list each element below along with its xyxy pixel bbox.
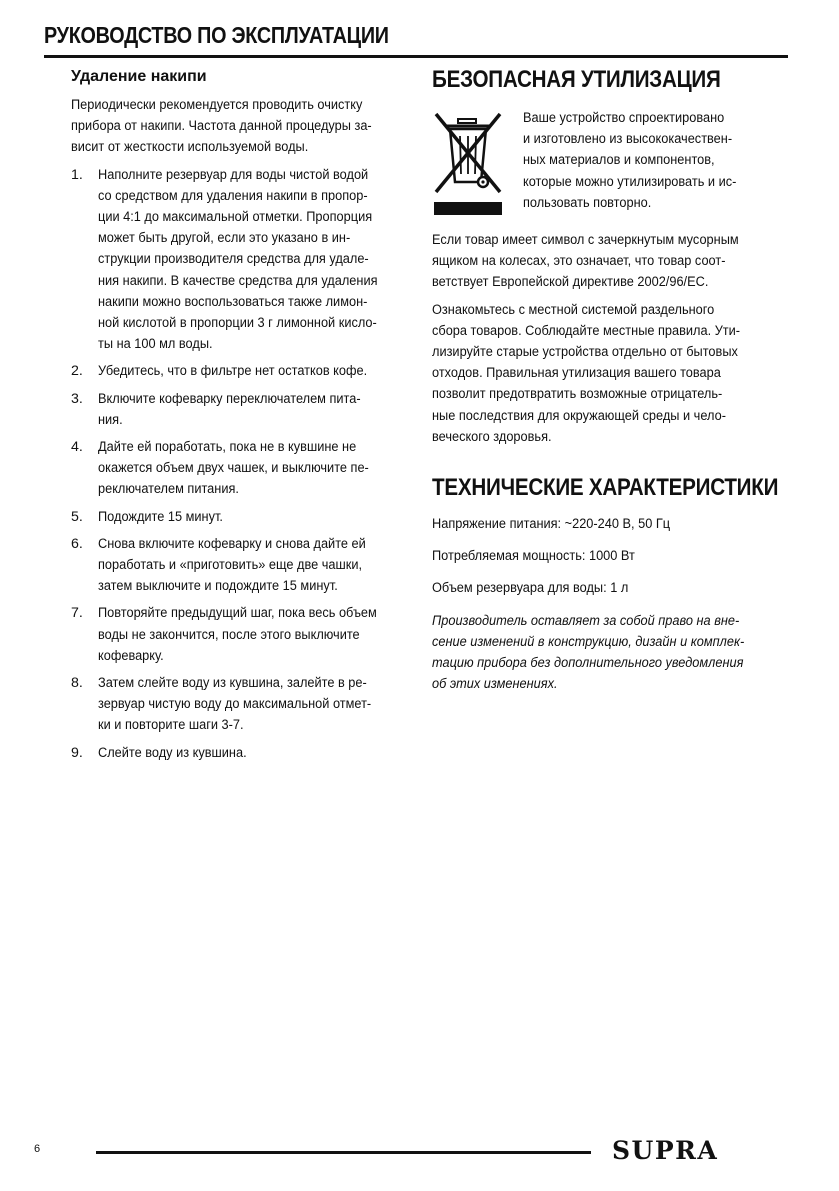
text-line: сбора товаров. Соблюдайте местные правила. Ути- bbox=[432, 322, 741, 339]
header-divider bbox=[44, 55, 788, 58]
page-header-title: РУКОВОДСТВО ПО ЭКСПЛУАТАЦИИ bbox=[44, 22, 389, 48]
disposal-symbol-description bbox=[523, 108, 769, 214]
text-line: окажется объем двух чашек, и выключите пе- bbox=[98, 460, 369, 477]
text-line: висит от жесткости используемой воды. bbox=[71, 139, 309, 156]
list-item-number: 8. bbox=[71, 675, 83, 692]
spec-power: Потребляемая мощность: 1000 Вт bbox=[432, 548, 635, 565]
list-item-number: 3. bbox=[71, 390, 83, 407]
text-line: тацию прибора без дополнительного уведомления bbox=[432, 655, 744, 672]
text-line: ния накипи. В качестве средства для удаления bbox=[98, 272, 378, 289]
text-line: струкции производителя средства для удале- bbox=[98, 251, 369, 268]
list-item-number: 1. bbox=[71, 166, 83, 183]
list-item-number: 7. bbox=[71, 605, 83, 622]
disposal-heading: БЕЗОПАСНАЯ УТИЛИЗАЦИЯ bbox=[432, 66, 721, 93]
text-line: Ознакомьтесь с местной системой раздельного bbox=[432, 301, 715, 318]
text-line: Включите кофеварку переключателем пита- bbox=[98, 390, 361, 407]
list-item bbox=[71, 437, 408, 501]
disposal-symbol-block bbox=[432, 108, 769, 224]
list-item-number: 5. bbox=[71, 508, 83, 525]
list-item-number: 9. bbox=[71, 744, 83, 761]
list-item bbox=[71, 507, 408, 528]
text-line: Подождите 15 минут. bbox=[98, 508, 223, 525]
list-item bbox=[71, 673, 408, 737]
text-line: пользовать повторно. bbox=[523, 194, 652, 211]
list-item bbox=[71, 603, 408, 667]
text-line: Дайте ей поработать, пока не в кувшине не bbox=[98, 439, 357, 456]
text-line: веческого здоровья. bbox=[432, 428, 552, 445]
text-line: Периодически рекомендуется проводить очистку bbox=[71, 97, 363, 113]
text-line: со средством для удаления накипи в пропор- bbox=[98, 187, 368, 204]
disposal-paragraph-directive bbox=[432, 230, 769, 294]
text-line: воды не закончится, после этого выключите bbox=[98, 626, 360, 643]
text-line: прибора от накипи. Частота данной процедуры за- bbox=[71, 118, 372, 135]
text-line: лизируйте старые устройства отдельно от бытовых bbox=[432, 344, 738, 361]
text-line: Снова включите кофеварку и снова дайте ей bbox=[98, 535, 366, 552]
disposal-paragraph-local-rules bbox=[432, 300, 769, 448]
text-line: ветствует Европейской директиве 2002/96/EC. bbox=[432, 274, 709, 291]
descaling-heading: Удаление накипи bbox=[71, 68, 207, 85]
spec-voltage: Напряжение питания: ~220-240 В, 50 Гц bbox=[432, 516, 671, 533]
text-line: сение изменений в конструкцию, дизайн и комплек- bbox=[432, 633, 745, 650]
text-line: Повторяйте предыдущий шаг, пока весь объем bbox=[98, 605, 377, 622]
crossed-out-wheelie-bin-icon bbox=[432, 110, 504, 216]
text-line: ты на 100 мл воды. bbox=[98, 336, 213, 353]
list-item-number: 4. bbox=[71, 439, 83, 456]
specs-heading: ТЕХНИЧЕСКИЕ ХАРАКТЕРИСТИКИ bbox=[432, 474, 779, 502]
spec-reservoir-volume: Объем резервуара для воды: 1 л bbox=[432, 580, 629, 597]
text-line: ной кислотой в пропорции 3 г лимонной кисло- bbox=[98, 315, 377, 332]
list-item bbox=[71, 534, 408, 598]
text-line: Слейте воду из кувшина. bbox=[98, 744, 247, 761]
brand-logo: SUPRA bbox=[612, 1136, 719, 1165]
text-line: кофеварку. bbox=[98, 647, 164, 664]
text-line: ных материалов и компонентов, bbox=[523, 152, 715, 169]
footer-divider bbox=[96, 1151, 591, 1154]
text-line: накипи можно воспользоваться также лимон- bbox=[98, 293, 368, 310]
list-item-number: 2. bbox=[71, 363, 83, 380]
page-number: 6 bbox=[34, 1143, 41, 1155]
text-line: ящиком на колесах, это означает, что товар соот- bbox=[432, 253, 726, 270]
text-line: Производитель оставляет за собой право на вне- bbox=[432, 612, 740, 629]
text-line: Ваше устройство спроектировано bbox=[523, 110, 725, 126]
text-line: Затем слейте воду из кувшина, залейте в ре- bbox=[98, 675, 367, 692]
text-line: ки и повторите шаги 3-7. bbox=[98, 717, 244, 734]
list-item bbox=[71, 389, 408, 431]
text-line: Убедитесь, что в фильтре нет остатков кофе. bbox=[98, 363, 368, 380]
text-line: ные последствия для окружающей среды и чело- bbox=[432, 407, 726, 424]
text-line: может быть другой, если это указано в ин- bbox=[98, 230, 351, 247]
descaling-intro bbox=[71, 95, 408, 159]
text-line: отходов. Правильная утилизация вашего товара bbox=[432, 365, 721, 382]
text-line: зервуар чистую воду до максимальной отмет- bbox=[98, 696, 372, 713]
right-column bbox=[432, 66, 779, 695]
text-line: реключателем питания. bbox=[98, 481, 239, 498]
manufacturer-disclaimer bbox=[432, 611, 769, 696]
text-line: Наполните резервуар для воды чистой водой bbox=[98, 166, 369, 183]
text-line: и изготовлено из высококачествен- bbox=[523, 131, 733, 148]
list-item bbox=[71, 743, 408, 764]
descaling-steps-list bbox=[71, 165, 408, 764]
text-line: которые можно утилизировать и ис- bbox=[523, 173, 737, 190]
left-column bbox=[71, 66, 408, 770]
text-line: поработать и «приготовить» еще две чашки, bbox=[98, 557, 363, 574]
list-item bbox=[71, 165, 408, 356]
text-line: ции 4:1 до максимальной отметки. Пропорция bbox=[98, 209, 373, 226]
list-item bbox=[71, 361, 408, 382]
text-line: затем выключите и подождите 15 минут. bbox=[98, 578, 338, 595]
text-line: позволит предотвратить возможные отрицатель- bbox=[432, 386, 723, 403]
list-item-number: 6. bbox=[71, 535, 83, 552]
text-line: ния. bbox=[98, 411, 123, 428]
text-line: об этих изменениях. bbox=[432, 676, 558, 693]
text-line: Если товар имеет символ с зачеркнутым мусорным bbox=[432, 232, 739, 248]
